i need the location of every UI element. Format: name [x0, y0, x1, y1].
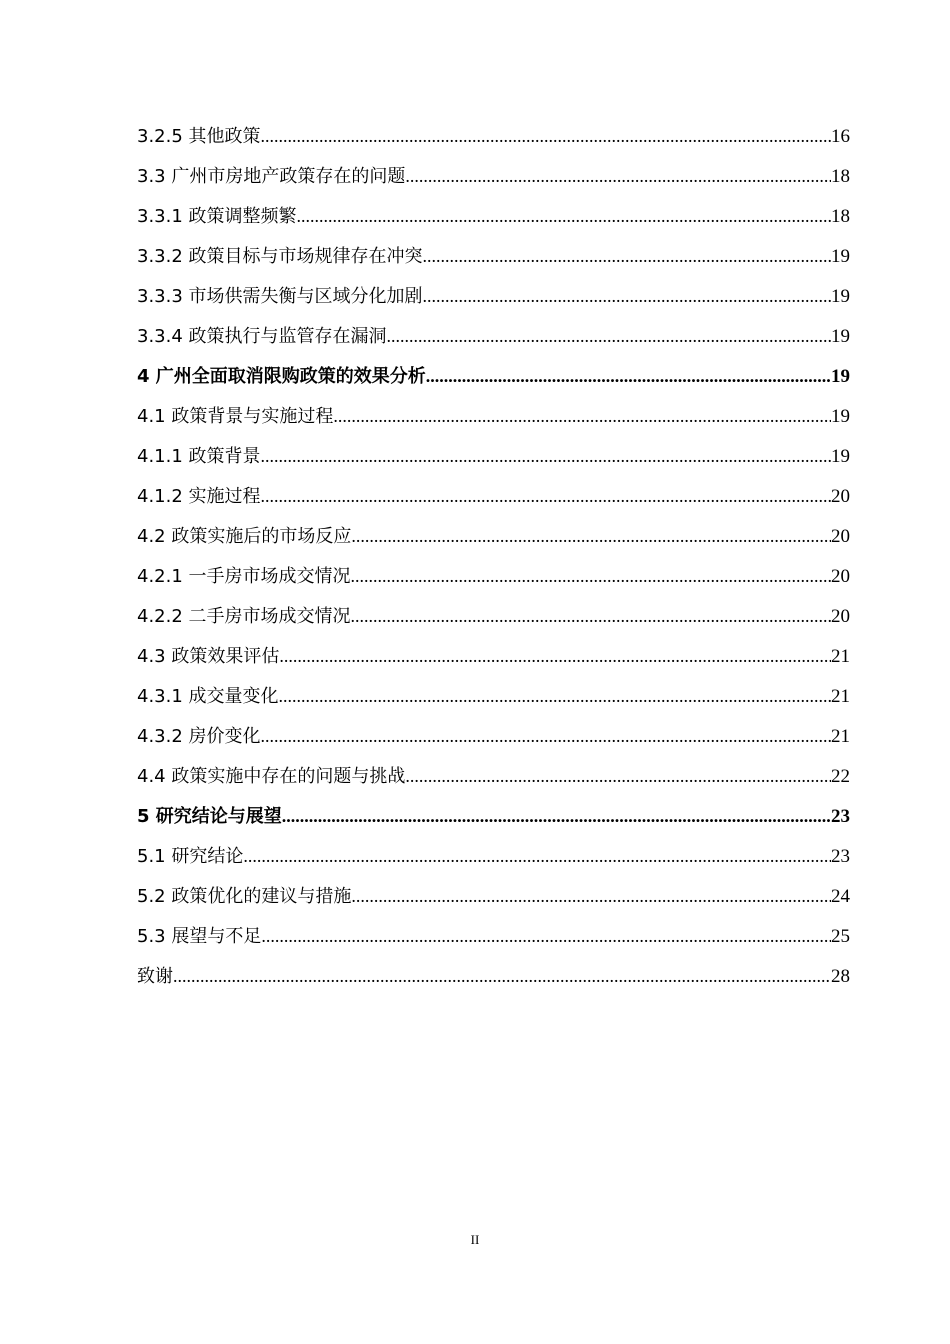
toc-entry-page: 23 [831, 846, 850, 867]
toc-dot-leader [261, 436, 831, 476]
toc-entry[interactable] [137, 796, 850, 836]
toc-dot-leader [279, 676, 831, 716]
toc-entry-page: 19 [831, 366, 850, 387]
toc-entry-title: 3.3 广州市房地产政策存在的问题 [137, 166, 406, 187]
toc-entry-page: 19 [831, 286, 850, 307]
toc-entry[interactable] [137, 356, 850, 396]
toc-entry-title: 3.3.2 政策目标与市场规律存在冲突 [137, 246, 423, 267]
toc-entry-page: 19 [831, 326, 850, 347]
toc-entry-page: 23 [831, 806, 850, 827]
toc-entry[interactable] [137, 396, 850, 436]
toc-dot-leader [426, 356, 831, 396]
toc-dot-leader [261, 476, 831, 516]
toc-entry[interactable] [137, 436, 850, 476]
toc-entry-page: 20 [831, 526, 850, 547]
toc-entry-page: 24 [831, 886, 850, 907]
toc-entry-title: 4.2.1 一手房市场成交情况 [137, 566, 351, 587]
toc-entry-page: 18 [831, 206, 850, 227]
toc-dot-leader [173, 956, 831, 996]
toc-entry-title: 3.3.3 市场供需失衡与区域分化加剧 [137, 286, 423, 307]
toc-dot-leader [279, 636, 831, 676]
toc-dot-leader [351, 516, 831, 556]
toc-entry-title: 4 广州全面取消限购政策的效果分析 [137, 366, 426, 387]
toc-entry[interactable] [137, 596, 850, 636]
toc-entry[interactable] [137, 316, 850, 356]
toc-dot-leader [351, 596, 831, 636]
toc-entry-page: 20 [831, 486, 850, 507]
toc-entry-page: 20 [831, 606, 850, 627]
toc-dot-leader [243, 836, 831, 876]
toc-entry-title: 4.3.1 成交量变化 [137, 686, 279, 707]
toc-entry[interactable] [137, 876, 850, 916]
toc-entry-title: 4.3.2 房价变化 [137, 726, 261, 747]
toc-entry-title: 3.3.1 政策调整频繁 [137, 206, 297, 227]
toc-entry[interactable] [137, 956, 850, 996]
toc-entry-page: 19 [831, 246, 850, 267]
toc-entry-page: 19 [831, 406, 850, 427]
toc-entry[interactable] [137, 916, 850, 956]
toc-entry-title: 5 研究结论与展望 [137, 806, 282, 827]
toc-entry[interactable] [137, 636, 850, 676]
toc-entry-page: 28 [831, 966, 850, 987]
toc-entry-title: 5.3 展望与不足 [137, 926, 262, 947]
toc-entry-title: 4.1 政策背景与实施过程 [137, 406, 334, 427]
toc-dot-leader [261, 116, 831, 156]
toc-entry[interactable] [137, 476, 850, 516]
toc-entry[interactable] [137, 276, 850, 316]
page-number-footer: II [470, 1232, 480, 1247]
toc-dot-leader [423, 276, 831, 316]
toc-entry[interactable] [137, 236, 850, 276]
toc-entry-page: 18 [831, 166, 850, 187]
toc-entry[interactable] [137, 836, 850, 876]
toc-entry-title: 4.3 政策效果评估 [137, 646, 280, 667]
toc-entry-title: 5.2 政策优化的建议与措施 [137, 886, 352, 907]
toc-entry[interactable] [137, 716, 850, 756]
toc-dot-leader [261, 716, 831, 756]
toc-entry-title: 4.2 政策实施后的市场反应 [137, 526, 352, 547]
toc-entry-title: 4.1.2 实施过程 [137, 486, 261, 507]
toc-entry-page: 20 [831, 566, 850, 587]
toc-entry-title: 3.2.5 其他政策 [137, 126, 261, 147]
toc-entry-title: 4.2.2 二手房市场成交情况 [137, 606, 351, 627]
toc-entry-page: 21 [831, 726, 850, 747]
toc-entry-title: 致谢 [137, 966, 173, 987]
toc-dot-leader [333, 396, 831, 436]
toc-entry[interactable] [137, 676, 850, 716]
toc-entry-page: 21 [831, 646, 850, 667]
toc-entry-title: 4.4 政策实施中存在的问题与挑战 [137, 766, 406, 787]
toc-entry[interactable] [137, 156, 850, 196]
toc-dot-leader [297, 196, 831, 236]
toc-dot-leader [261, 916, 831, 956]
toc-dot-leader [351, 556, 831, 596]
toc-dot-leader [405, 756, 831, 796]
toc-entry[interactable] [137, 516, 850, 556]
toc-dot-leader [423, 236, 831, 276]
toc-entry[interactable] [137, 116, 850, 156]
toc-entry[interactable] [137, 556, 850, 596]
toc-entry-title: 3.3.4 政策执行与监管存在漏洞 [137, 326, 387, 347]
toc-dot-leader [351, 876, 831, 916]
toc-entry-title: 4.1.1 政策背景 [137, 446, 261, 467]
toc-dot-leader [405, 156, 831, 196]
toc-entry-page: 19 [831, 446, 850, 467]
table-of-contents [137, 116, 850, 996]
toc-dot-leader [282, 796, 831, 836]
toc-entry-title: 5.1 研究结论 [137, 846, 244, 867]
toc-entry[interactable] [137, 756, 850, 796]
toc-dot-leader [387, 316, 831, 356]
toc-entry-page: 21 [831, 686, 850, 707]
toc-entry-page: 16 [831, 126, 850, 147]
toc-entry-page: 25 [831, 926, 850, 947]
toc-entry[interactable] [137, 196, 850, 236]
toc-entry-page: 22 [831, 766, 850, 787]
